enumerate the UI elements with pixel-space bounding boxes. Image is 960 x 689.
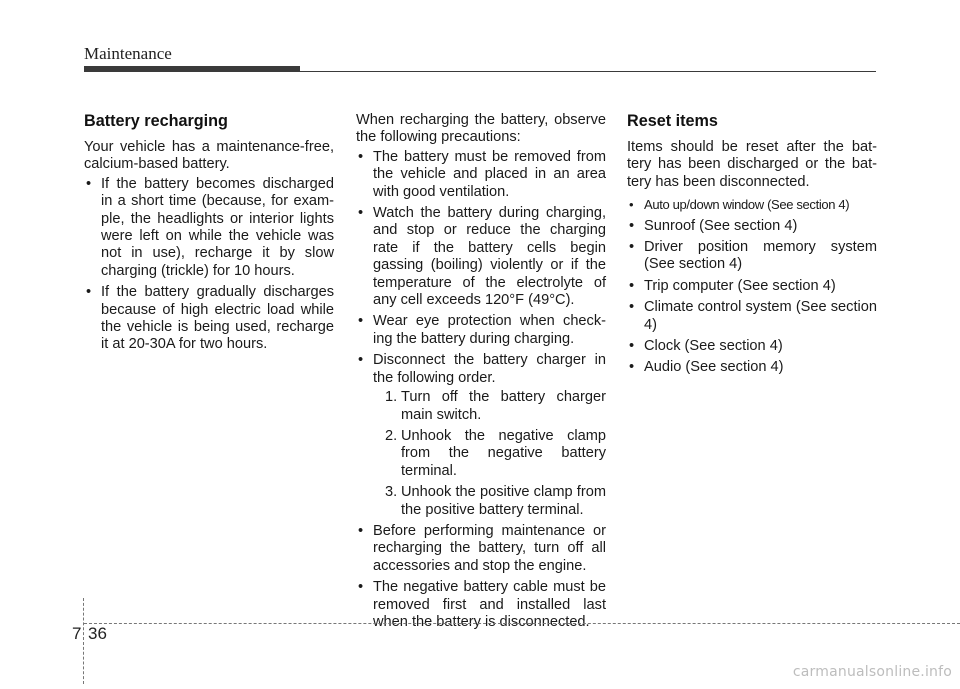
- list-item: • Trip computer (See section 4): [627, 278, 877, 295]
- list-item: • The battery must be removed from the vehicle and placed in an area with good ventilation.: [356, 149, 606, 201]
- step-item: 1. Turn off the battery charger main switch.: [385, 389, 606, 423]
- precautions-bullets: [356, 149, 606, 632]
- list-item: • Audio (See section 4): [627, 359, 877, 376]
- battery-recharging-heading: Battery recharging: [84, 112, 228, 130]
- right-column: [627, 112, 877, 381]
- list-item: • If the battery gradually discharges because of high electric load while the vehicle is being used, recharge it at 20-30A for two hours.: [84, 284, 334, 354]
- watermark: carmanualsonline.info: [792, 664, 952, 680]
- section-title: Maintenance: [84, 44, 172, 63]
- footer-rule: [84, 623, 960, 624]
- step-item: 2. Unhook the negative clamp from the negative battery terminal.: [385, 427, 606, 479]
- disconnect-steps: [373, 389, 606, 519]
- list-item: • Sunroof (See section 4): [627, 218, 877, 235]
- reset-items-heading: Reset items: [627, 112, 718, 130]
- list-item: • Clock (See section 4): [627, 338, 877, 355]
- step-item: 3. Unhook the positive clamp from the positive battery terminal.: [385, 484, 606, 518]
- footer-divider: [83, 598, 84, 684]
- list-item: • Auto up/down window (See section 4): [627, 196, 877, 213]
- list-item: • Wear eye protection when check-ing the battery during charging.: [356, 313, 606, 348]
- list-item: • Climate control system (See section 4): [627, 299, 877, 334]
- recharge-bullets: [84, 176, 334, 354]
- header-rule-thick: [84, 66, 300, 72]
- list-item: • The negative battery cable must be removed first and installed last when the battery is disconnected.: [356, 579, 606, 631]
- reset-intro: Items should be reset after the bat-tery has been discharged or the bat-tery has been disconnected.: [627, 139, 877, 190]
- list-item: • Watch the battery during charging, and stop or reduce the charging rate if the battery cells begin gassing (boiling) violently or if the temperature of the electrolyte of any cell exceeds 120°F (49°C).: [356, 205, 606, 309]
- page-number: 36: [88, 624, 107, 643]
- left-column: [84, 112, 334, 358]
- list-item: • Driver position memory system (See section 4): [627, 239, 877, 274]
- reset-items-list: [627, 196, 877, 377]
- precautions-intro: When recharging the battery, observe the following precautions:: [356, 112, 606, 146]
- list-item: • Disconnect the battery charger in the following order. 1. Turn off the battery charger main switch. 2. Unhook the negative clamp from the negative battery terminal. 3. Unhook the positive clamp from the positive battery terminal.: [356, 352, 606, 519]
- chapter-number: 7: [72, 624, 82, 643]
- middle-column: [356, 112, 606, 635]
- battery-intro: Your vehicle has a maintenance-free, calcium-based battery.: [84, 139, 334, 173]
- list-item: • Before performing maintenance or recharging the battery, turn off all accessories and stop the engine.: [356, 523, 606, 575]
- header-rule-thin: [300, 71, 876, 72]
- list-item: • If the battery becomes discharged in a short time (because, for exam-ple, the headlights or interior lights were left on while the vehicle was not in use), recharge it by slow charging (trickle) for 10 hours.: [84, 176, 334, 280]
